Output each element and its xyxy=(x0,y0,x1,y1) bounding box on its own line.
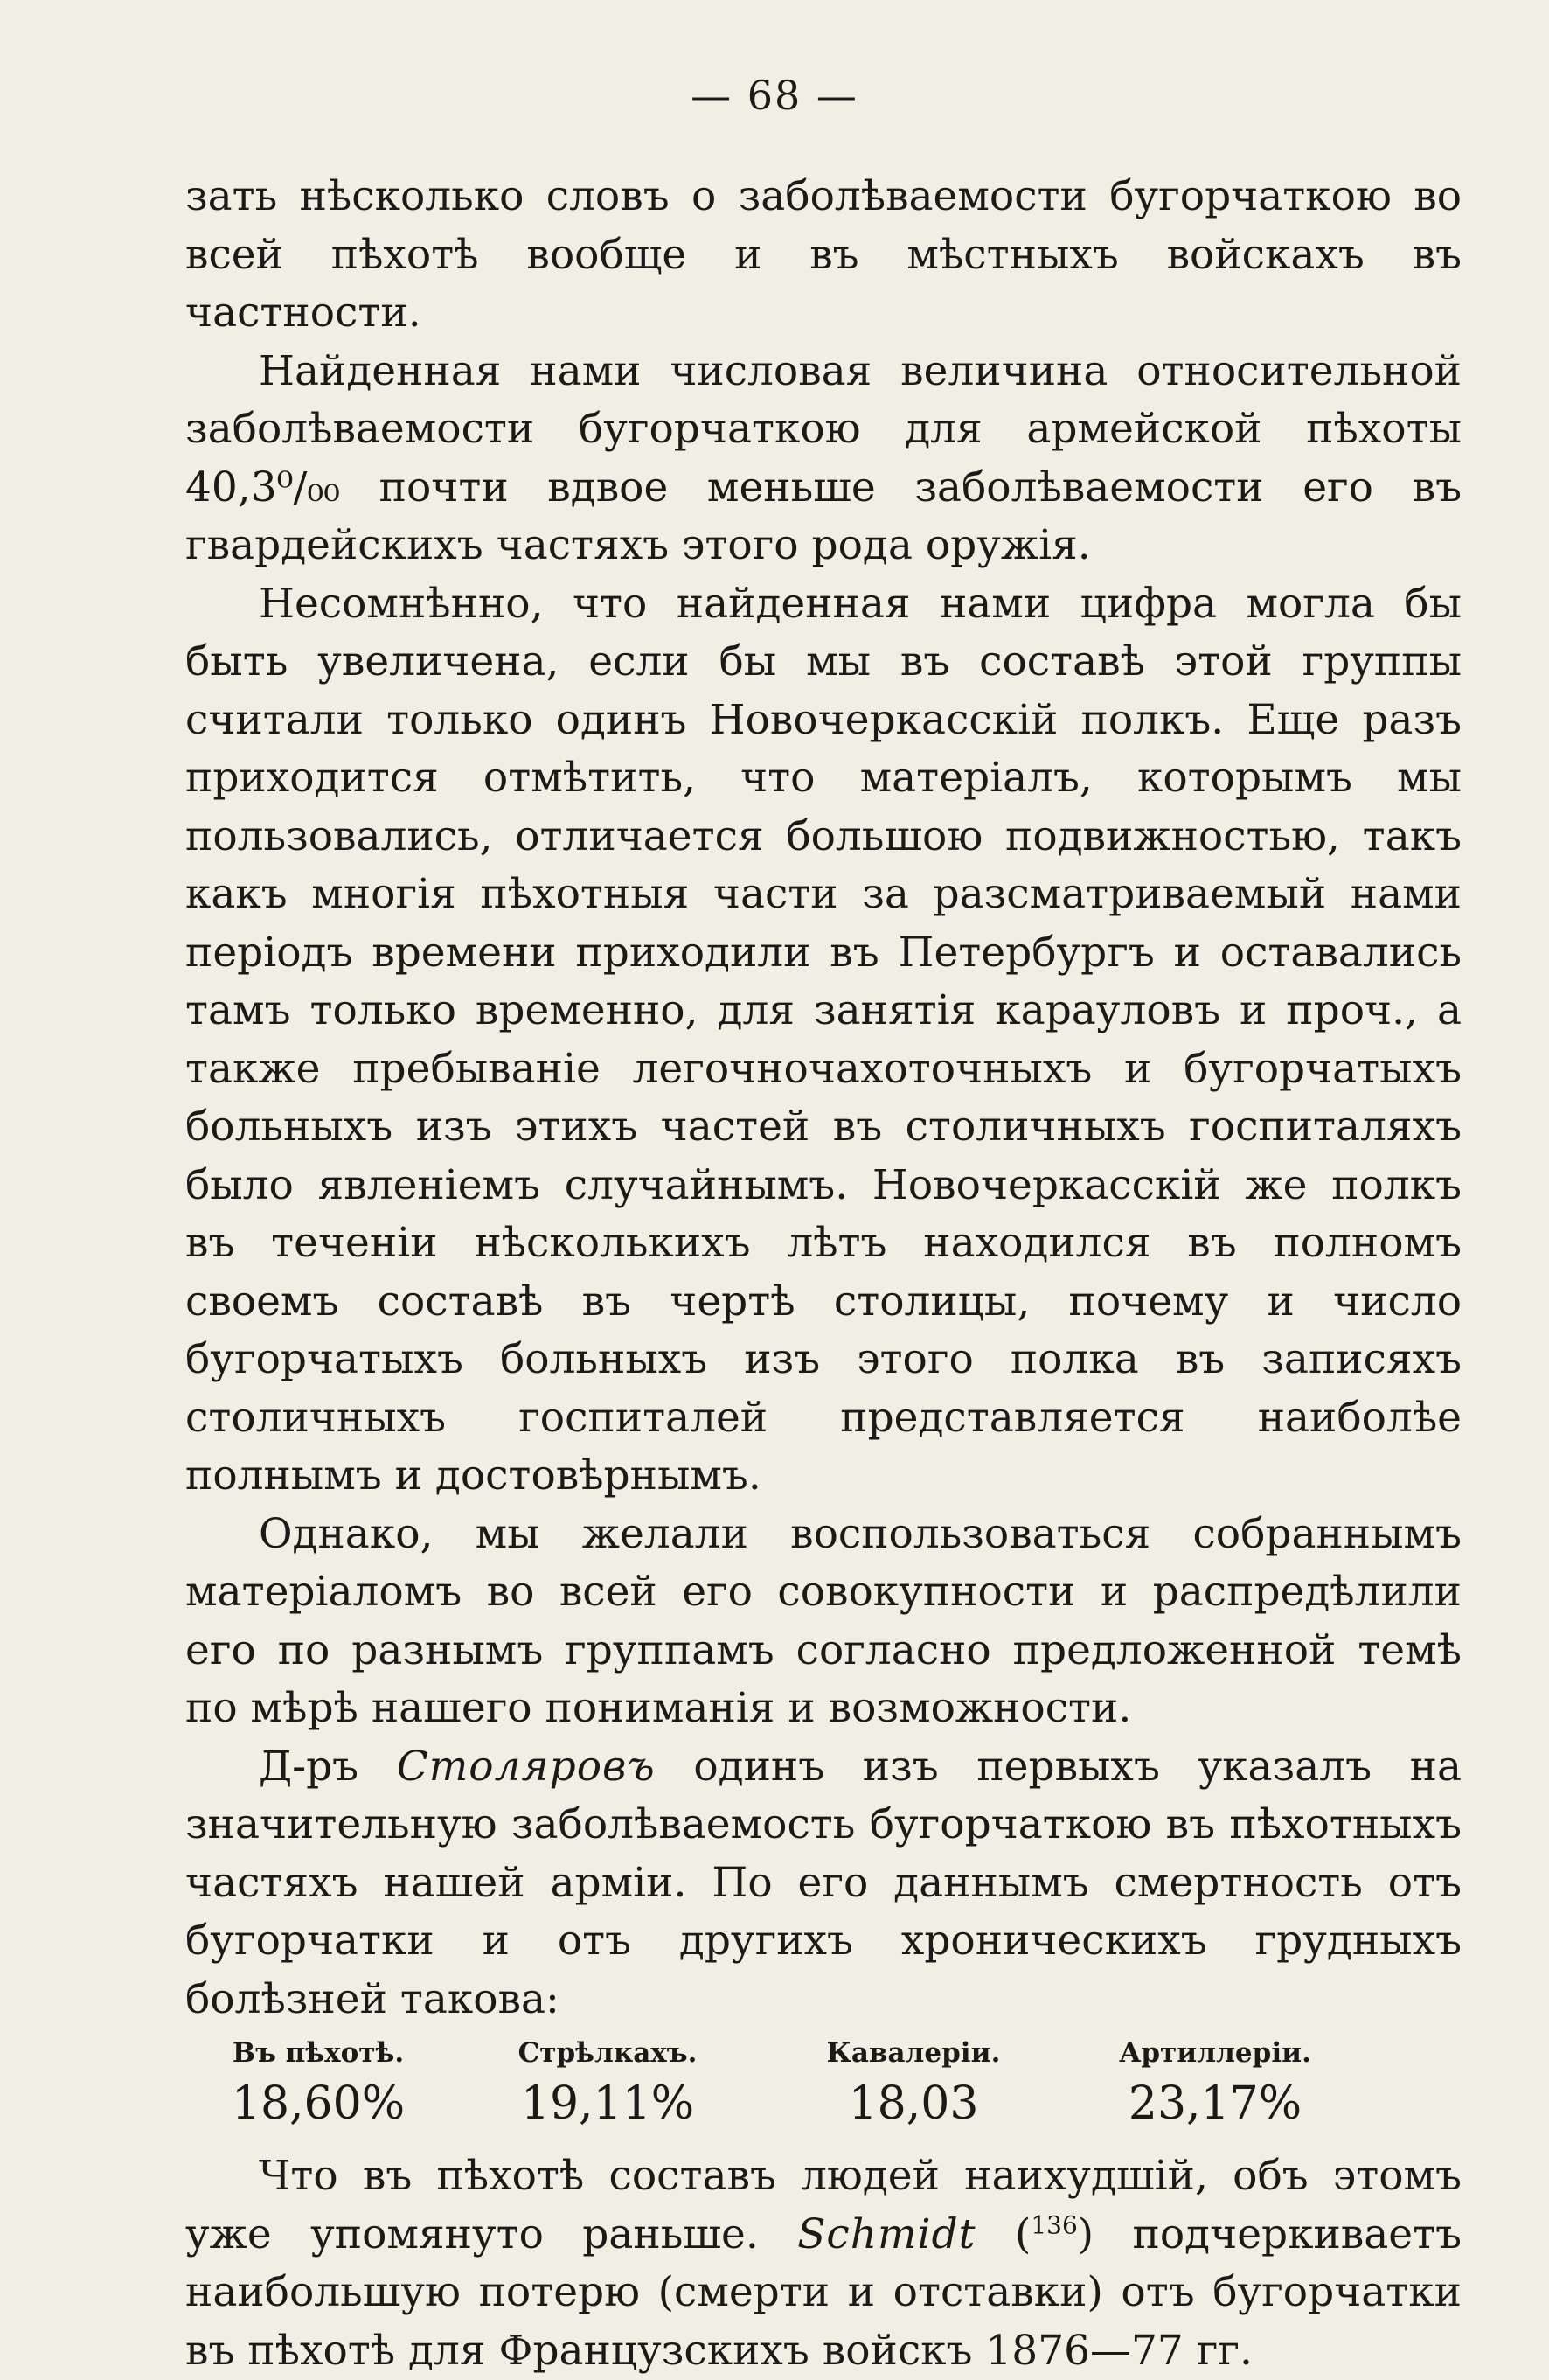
author-name-stolyarov: Столяровъ xyxy=(396,1742,656,1791)
table-column xyxy=(765,2034,1062,2135)
table-value: 18,03 xyxy=(848,2077,979,2130)
paragraph-6-start: Что въ пѣхотѣ составъ людей наихудшій, объ этомъ уже упомянуто раньше. xyxy=(185,2152,1462,2258)
table-header: Стрѣлкахъ. xyxy=(517,2037,698,2069)
table-value: 19,11% xyxy=(520,2077,695,2130)
author-name-schmidt: Schmidt xyxy=(797,2210,976,2258)
table-header: Въ пѣхотѣ. xyxy=(232,2037,405,2069)
paragraph-1: зать нѣсколько словъ о заболѣваемости бугорчаткою во всей пѣхотѣ вообще и въ мѣстныхъ войскахъ въ частности. xyxy=(185,172,1462,337)
paragraph-2: Найденная нами числовая величина относительной заболѣваемости бугорчаткою для армейской пѣхоты 40,3⁰/₀₀ почти вдвое меньше заболѣваемости его въ гвардейскихъ частяхъ этого рода оружія. xyxy=(185,346,1462,569)
paragraph-4: Однако, мы желали воспользоваться собраннымъ матеріаломъ во всей его совокупности и распредѣлили его по разнымъ группамъ согласно предложенной темѣ по мѣрѣ нашего пониманія и возможности. xyxy=(185,1509,1462,1732)
table-column xyxy=(170,2034,467,2135)
paragraph-5-rest: одинъ изъ первыхъ указалъ на значительную заболѣваемость бугорчаткою въ пѣхотныхъ частяхъ нашей арміи. По его даннымъ смертность отъ бугорчатки и отъ другихъ хроническихъ грудныхъ болѣзней такова: xyxy=(185,1742,1462,2023)
mortality-table xyxy=(185,2034,1462,2147)
table-header: Кавалеріи. xyxy=(826,2037,1001,2069)
table-header: Артиллеріи. xyxy=(1119,2037,1311,2069)
page-number: — 68 — xyxy=(691,72,858,119)
paragraph-6-rest: подчеркиваетъ наибольшую потерю (смерти и отставки) отъ бугорчатки въ пѣхотѣ для Французскихъ войскъ 1876—77 гг. xyxy=(185,2210,1462,2375)
table-value: 23,17% xyxy=(1128,2077,1302,2130)
paragraph-3: Несомнѣнно, что найденная нами цифра могла бы быть увеличена, если бы мы въ составѣ этой группы считали только одинъ Новочеркасскій полкъ. Еще разъ приходится отмѣтить, что матеріалъ, которымъ мы пользовались, отличается большою подвижностью, такъ какъ многія пѣхотныя части за разсматриваемый нами періодъ времени приходили въ Петербургъ и оставались тамъ только временно, для занятія карауловъ и проч., а также пребываніе легочночахоточныхъ и бугорчатыхъ больныхъ изъ этихъ частей въ столичныхъ госпиталяхъ было явленіемъ случайнымъ. Новочеркасскій же полкъ въ теченіи нѣсколькихъ лѣтъ находился въ полномъ своемъ составѣ въ чертѣ столицы, почему и число бугорчатыхъ больныхъ изъ этого полка въ записяхъ столичныхъ госпиталей представляется наиболѣе полнымъ и достовѣрнымъ. xyxy=(185,579,1462,1500)
table-column xyxy=(1066,2034,1364,2135)
reference-number: 136 xyxy=(1031,2210,1078,2239)
paragraph-5-start: Д-ръ xyxy=(259,1742,397,1791)
table-value: 18,60% xyxy=(231,2077,406,2130)
paragraph-5 xyxy=(185,1738,1462,2029)
paragraph-6: Что въ пѣхотѣ составъ людей наихудшій, объ этомъ уже упомянуто раньше. Schmidt ($^{136}$) подчеркиваетъ наибольшую потерю (смерти и отставки) отъ бугорчатки въ пѣхотѣ для Французскихъ войскъ 1876—77 гг. xyxy=(185,2152,1462,2375)
table-column xyxy=(459,2034,756,2135)
body-text xyxy=(185,168,1462,2380)
